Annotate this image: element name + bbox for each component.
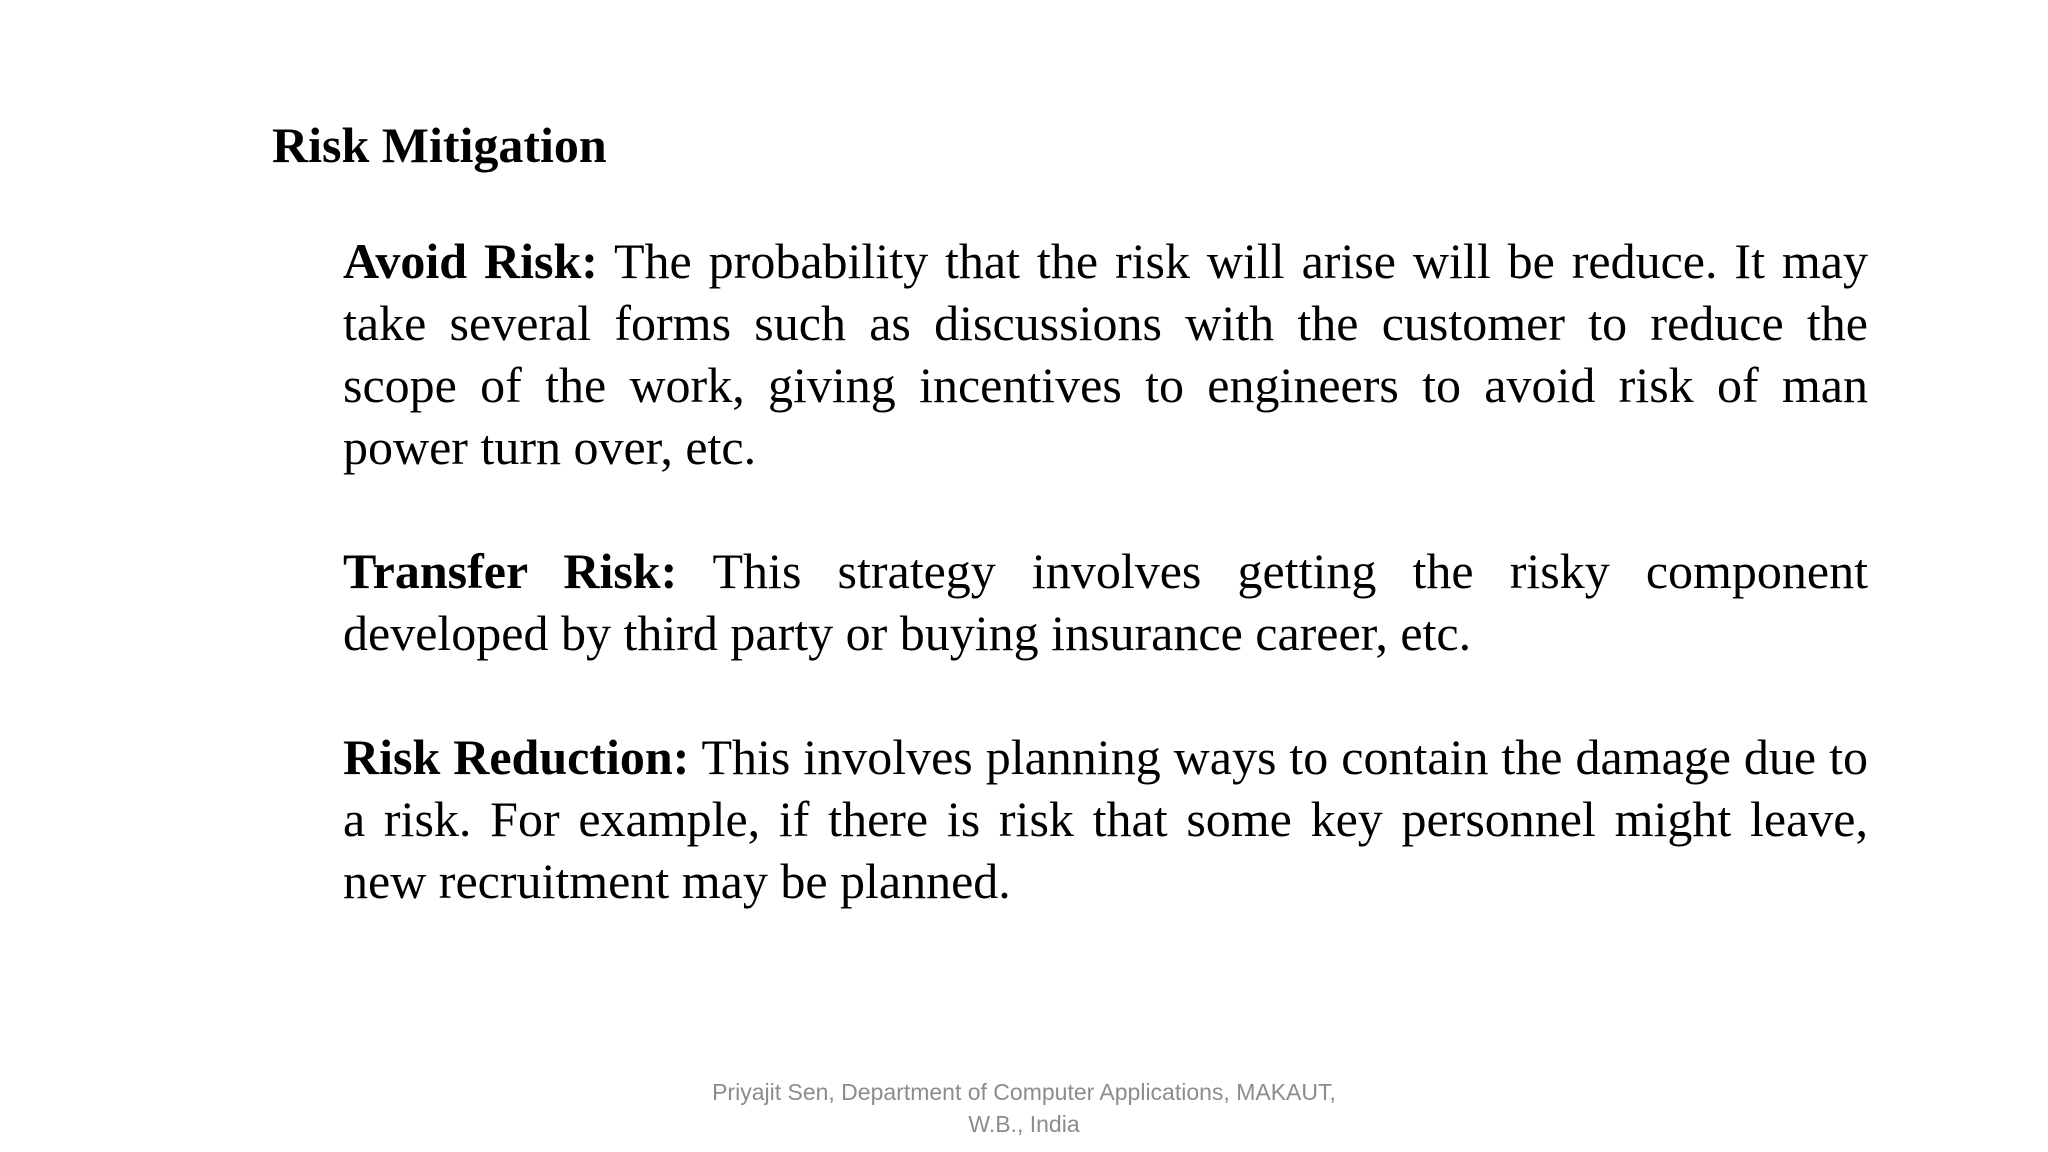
footer-line-1: Priyajit Sen, Department of Computer Applications, MAKAUT, <box>712 1079 1336 1105</box>
item-transfer-risk <box>343 540 1868 664</box>
item-avoid-risk <box>343 230 1868 478</box>
item-text: The probability that the risk will arise will be reduce. It may take several forms such as discussions with the customer to reduce the scope of the work, giving incentives to engineers to avoid risk of man power turn over, etc. <box>343 233 1868 475</box>
item-text: This strategy involves getting the risky component developed by third party or buying insurance career, etc. <box>343 543 1868 661</box>
item-text: This involves planning ways to contain the damage due to a risk. For example, if there is risk that some key personnel might leave, new recruitment may be planned. <box>343 729 1868 909</box>
slide-title: Risk Mitigation <box>272 117 607 173</box>
footer-line-2: W.B., India <box>968 1111 1080 1137</box>
item-term: Risk Reduction: <box>343 729 690 785</box>
slide-content <box>343 230 1868 974</box>
item-term: Transfer Risk: <box>343 543 678 599</box>
item-term: Avoid Risk: <box>343 233 598 289</box>
slide-footer <box>624 1076 1424 1140</box>
item-risk-reduction <box>343 726 1868 912</box>
